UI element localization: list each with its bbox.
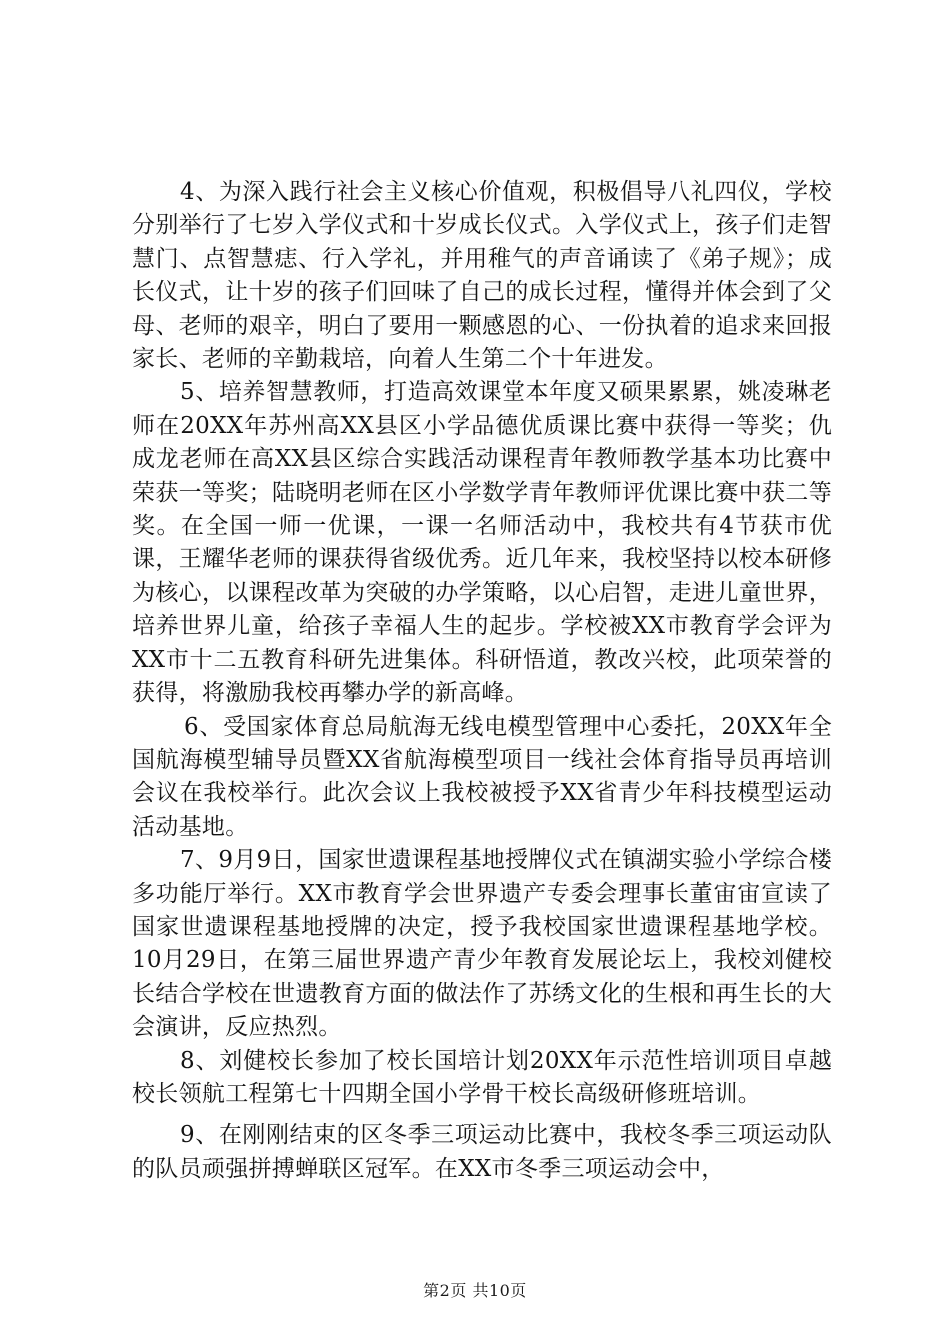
paragraph-4: 4、为深入践行社会主义核心价值观，积极倡导八礼四仪，学校分别举行了七岁入学仪式和十岁成长仪式。入学仪式上，孩子们走智慧门、点智慧痣、行入学礼，并用稚气的声音诵读了《弟子规》；成长仪式，让十岁的孩子们回味了自己的成长过程，懂得并体会到了父母、老师的艰辛，明白了要用一颗感恩的心、一份执着的追求来回报家长、老师的辛勤栽培，向着人生第二个十年进发。 bbox=[132, 179, 832, 373]
document-body bbox=[132, 176, 832, 1186]
paragraph-5: 5、培养智慧教师，打造高效课堂本年度又硕果累累，姚凌琳老师在20XX年苏州高XX县区小学品德优质课比赛中获得一等奖；仇成龙老师在高XX县区综合实践活动课程青年教师教学基本功比赛中荣获一等奖；陆晓明老师在区小学数学青年教师评优课比赛中获二等奖。在全国一师一优课，一课一名师活动中，我校共有4节获市优课，王耀华老师的课获得省级优秀。近几年来，我校坚持以校本研修为核心，以课程改革为突破的办学策略，以心启智，走进儿童世界，培养世界儿童，给孩子幸福人生的起步。学校被XX市教育学会评为XX市十二五教育科研先进集体。科研悟道，教改兴校，此项荣誉的获得，将激励我校再攀办学的新高峰。 bbox=[132, 379, 832, 707]
paragraph-8: 8、刘健校长参加了校长国培计划20XX年示范性培训项目卓越校长领航工程第七十四期全国小学骨干校长高级研修班培训。 bbox=[132, 1047, 832, 1107]
paragraph-6: 6、受国家体育总局航海无线电模型管理中心委托，20XX年全国航海模型辅导员暨XX省航海模型项目一线社会体育指导员再培训会议在我校举行。此次会议上我校被授予XX省青少年科技模型运动活动基地。 bbox=[132, 713, 832, 840]
page-footer: 第2页 共10页 bbox=[423, 1281, 527, 1300]
paragraph-9: 9、在刚刚结束的区冬季三项运动比赛中，我校冬季三项运动队的队员顽强拼搏蝉联区冠军。在XX市冬季三项运动会中， bbox=[132, 1122, 832, 1182]
paragraph-7: 7、9月9日，国家世遗课程基地授牌仪式在镇湖实验小学综合楼多功能厅举行。XX市教育学会世界遗产专委会理事长董宙宙宣读了国家世遗课程基地授牌的决定，授予我校国家世遗课程基地学校。10月29日，在第三届世界遗产青少年教育发展论坛上，我校刘健校长结合学校在世遗教育方面的做法作了苏绣文化的生根和再生长的大会演讲，反应热烈。 bbox=[132, 847, 832, 1041]
